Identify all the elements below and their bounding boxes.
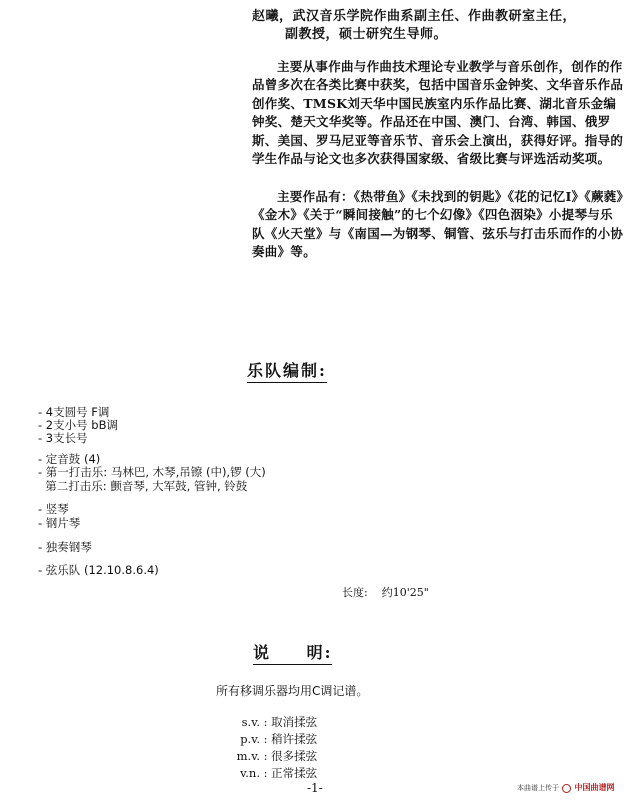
instrument-item: - 3支长号: [38, 431, 88, 445]
abbreviation-row: [230, 765, 317, 781]
abbreviation-row: [230, 748, 317, 764]
instrument-item: - 竖琴: [38, 502, 69, 516]
abbreviation-key: m.v.: [236, 749, 260, 763]
duration: [342, 584, 429, 600]
duration-value: 约10'25": [381, 586, 429, 599]
abbreviation-meaning: : 取消揉弦: [263, 715, 318, 729]
instrument-item: 第二打击乐: 颤音琴, 大军鼓, 管钟, 铃鼓: [38, 479, 248, 493]
bio-paragraph-2-text: 主要作品有：《热带鱼》《未找到的钥匙》《花的记忆Ⅰ》《蕨蕤》《金木》《关于“瞬间接触”的七个幻像》《四色洇染》小提琴与乐队《火天堂》与《南国—为钢琴、铜管、弦乐与打击乐而作的小协奏曲》等。: [252, 189, 624, 260]
footer-brand: 中国曲谱网: [574, 783, 615, 792]
abbreviation-meaning: : 稍许揉弦: [263, 732, 318, 746]
instrument-item: - 2支小号 bB调: [38, 418, 118, 432]
bio-paragraph-1-text: 主要从事作曲与作曲技术理论专业教学与音乐创作，创作的作品曾多次在各类比赛中获奖，包括中国音乐金钟奖、文华音乐作品创作奖、TMSK刘天华中国民族室内乐作品比赛、湖北音乐金编钟奖、楚天文华奖等。作品还在中国、澳门、台湾、韩国、俄罗斯、美国、罗马尼亚等音乐节、音乐会上演出，获得好评。指导的学生作品与论文也多次获得国家级、省级比赛与评选活动奖项。: [252, 59, 624, 167]
instrument-item: - 钢片琴: [38, 516, 81, 530]
abbreviation-meaning: : 正常揉弦: [263, 766, 318, 780]
orchestration-heading: 乐队编制:: [247, 358, 327, 383]
footer-text: 本曲谱上传于: [517, 784, 559, 792]
notes-heading: 说 明:: [253, 640, 332, 665]
instrument-item: - 第一打击乐: 马林巴, 木琴,吊镲 (中),锣 (大): [38, 465, 266, 479]
duration-label: 长度:: [342, 586, 368, 599]
page-number: -1-: [307, 781, 323, 795]
abbreviation-key: s.v.: [241, 715, 260, 729]
bio-paragraph-2: [252, 188, 624, 262]
abbreviation-meaning: : 很多揉弦: [263, 749, 318, 763]
instrument-item: - 4支圆号 F调: [38, 405, 110, 419]
instrument-item: - 弦乐队 (12.10.8.6.4): [38, 563, 159, 577]
composer-name: 赵曦: [252, 9, 280, 24]
bio-paragraph-1: [252, 58, 624, 168]
instrument-item: - 定音鼓 (4): [38, 452, 101, 466]
bio-header: [252, 8, 576, 26]
abbreviation-row: [230, 731, 317, 747]
instrument-item: - 独奏钢琴: [38, 540, 92, 554]
composer-title-line2: 副教授，硕士研究生导师。: [285, 27, 448, 42]
site-footer: [517, 782, 614, 793]
abbreviation-key: v.n.: [240, 766, 260, 780]
composer-title: ，武汉音乐学院作曲系副主任、作曲教研室主任，: [279, 9, 577, 24]
abbreviation-key: p.v.: [240, 732, 260, 746]
notes-text: 所有移调乐器均用C调记谱。: [216, 684, 369, 698]
site-logo-icon: [562, 784, 571, 793]
abbreviation-row: [230, 714, 317, 730]
